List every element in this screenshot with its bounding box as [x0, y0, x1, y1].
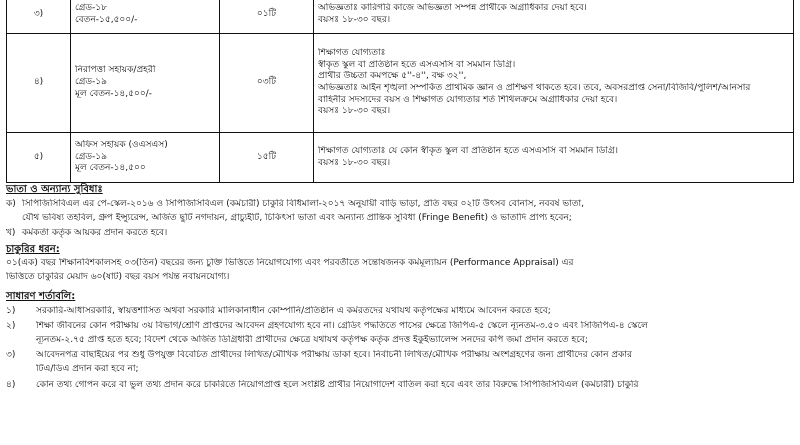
- term-number: ৩): [6, 350, 16, 360]
- job-table: [6, 0, 794, 183]
- serial-cell: ৪): [7, 34, 71, 133]
- allowance-label-ka: ক): [6, 199, 16, 209]
- count-cell: ০১টি: [220, 0, 314, 34]
- term-number: ১): [6, 306, 16, 316]
- term-line: সরকারি-আধাসরকারি, স্বায়ত্তশাসিত অথবা সরকারি মালিকানাধীন কোম্পানি/প্রতিষ্ঠান এ কর্মরতদের যথাযথ কর্তৃপক্ষের মাধ্যমে আবেদন করতে হবে;: [36, 306, 551, 316]
- table-row: [7, 133, 794, 183]
- term-number: ২): [6, 321, 16, 331]
- term-line: শিক্ষা জীবনের কোন পরীক্ষায় ৩য় বিভাগ/শ্রেণি প্রাপ্তদের আবেদন গ্রহণযোগ্য হবে না। গ্রেডিং পদ্ধতিতে পাসের ক্ষেত্রে জিপিএ-৫ স্কেলে ন্যূনতম-৩.৫০ এবং সিজিপিএ-৪ স্কেলে: [36, 321, 648, 331]
- job-nature-line: ভিত্তিতে চাকুরির মেয়াদ ৬০(ষাট) বছর বয়স পর্যন্ত নবায়নযোগ্য।: [6, 272, 230, 282]
- requirement-cell: শিক্ষাগত যোগ্যতাঃ স্বীকৃত স্কুল বা প্রতিষ্ঠান হতে এসএসসি বা সমমান ডিগ্রি। প্রার্থীর উচ্চতা কমপক্ষে ৫''-৪'', বক্ষ ৩২'', অভিজ্ঞতাঃ আইন শৃঙ্খলা সম্পর্কিত প্রাথমিক জ্ঞান ও প্রশিক্ষণ থাকতে হবে। তবে, অবসরপ্রাপ্ত সেনা/বিজিবি/পুলিশ/আনসার বাহিনীর সদস্যদের বয়স ও শিক্ষাগত যোগ্যতার শর্ত শিথিলক্রমে অগ্রাধিকার দেয়া হবে। বয়সঃ ১৮-৩০ বছর।: [314, 34, 794, 133]
- general-terms-heading: সাধারণ শর্তাবলি:: [6, 291, 76, 302]
- post-cell: অফিস সহায়ক (ওএসএস) গ্রেড-১৯ মূল বেতন-১৪,৫০০: [71, 133, 220, 183]
- term-line: কোন তথ্য গোপন করে বা ভুল তথ্য প্রদান করে চাকরিতে নিয়োগপ্রাপ্ত হলে সংশ্লিষ্ট প্রার্থীর নিয়োগাদেশ বাতিল করা হবে এবং তার বিরুদ্ধে সিপিজিসিবিএল (কর্মচারী) চাকুরি: [36, 380, 639, 390]
- term-number: ৪): [6, 380, 16, 390]
- allowance-line: কর্মকর্তা কর্তৃক আয়কর প্রদান করতে হবে।: [22, 228, 168, 238]
- term-line: ন্যূনতম-২.৭৫ প্রাপ্ত হতে হবে; বিদেশ থেকে অর্জিত ডিগ্রিধারী প্রার্থীদের ক্ষেত্রে যথাযথ কর্তৃপক্ষ কর্তৃক প্রদত্ত ইকুইভ্যালেন্স সনদের কপি জমা প্রদান করতে হবে;: [36, 335, 588, 345]
- table-row: [7, 34, 794, 133]
- job-nature-heading: চাকুরির ধরন:: [6, 244, 60, 255]
- requirement-cell: শিক্ষাগত যোগ্যতাঃ যে কোন স্বীকৃত স্কুল বা প্রতিষ্ঠান হতে এসএসসি বা সমমান ডিগ্রি। বয়সঃ ১৮-৩০ বছর।: [314, 133, 794, 183]
- requirement-cell: অভিজ্ঞতাঃ কারিগরি কাজে অভিজ্ঞতা সম্পন্ন প্রার্থীকে অগ্রাধিকার দেয়া হবে। বয়সঃ ১৮-৩০ বছর।: [314, 0, 794, 34]
- count-cell: ১৫টি: [220, 133, 314, 183]
- term-line: আবেদনপত্র বাছাইয়ের পর শুধু উপযুক্ত বিবেচিত প্রার্থীদের লিখিত/মৌখিক পরীক্ষায় ডাকা হবে। নির্বাচনী লিখিত/মৌখিক পরীক্ষায় অংশগ্রহণের জন্য প্রার্থীদের কোন প্রকার: [36, 350, 632, 360]
- allowance-line: যৌথ ভবিষ্য তহবিল, গ্রুপ ইন্স্যুরেন্স, অর্জিত ছুটি নগদায়ন, গ্রাচ্যুইটি, চিকিৎসা ভাতা এবং অন্যান্য প্রান্তিক সুবিধা (Fringe Benefit) ও ভাতাদি প্রাপ্য হবেন;: [22, 213, 572, 223]
- allowance-heading: ভাতা ও অন্যান্য সুবিধাঃ: [6, 184, 103, 195]
- allowance-line: সিপিজিসিবিএল এর পে-স্কেল-২০১৬ ও সিপিজিসিবিএল (কর্মচারী) চাকুরি বিধিমালা-২০১৭ অনুযায়ী বাড়ি ভাড়া, প্রতি বছর ০২টি উৎসব বোনাস, নববর্ষ ভাতা,: [22, 199, 584, 209]
- serial-cell: ৩): [7, 0, 71, 34]
- table-row: [7, 0, 794, 34]
- allowance-label-kha: খ): [6, 228, 16, 238]
- job-nature-line: ০১(এক) বছর শিক্ষানবিশকালসহ ০৩(তিন) বছরের জন্য চুক্তি ভিত্তিতে নিয়োগযোগ্য এবং পরবর্তীতে সন্তোষজনক কর্মমূল্যায়ন (Performance Appraisal) এর: [6, 258, 574, 268]
- term-line: টিএ/ডিএ প্রদান করা হবে না;: [36, 364, 139, 374]
- post-cell: গ্রেড-১৮ বেতন-১৫,৫০০/-: [71, 0, 220, 34]
- serial-cell: ৫): [7, 133, 71, 183]
- count-cell: ০৩টি: [220, 34, 314, 133]
- post-cell: নিরাপত্তা সহায়ক/প্রহরী গ্রেড-১৯ মূল বেতন-১৪,৫০০/-: [71, 34, 220, 133]
